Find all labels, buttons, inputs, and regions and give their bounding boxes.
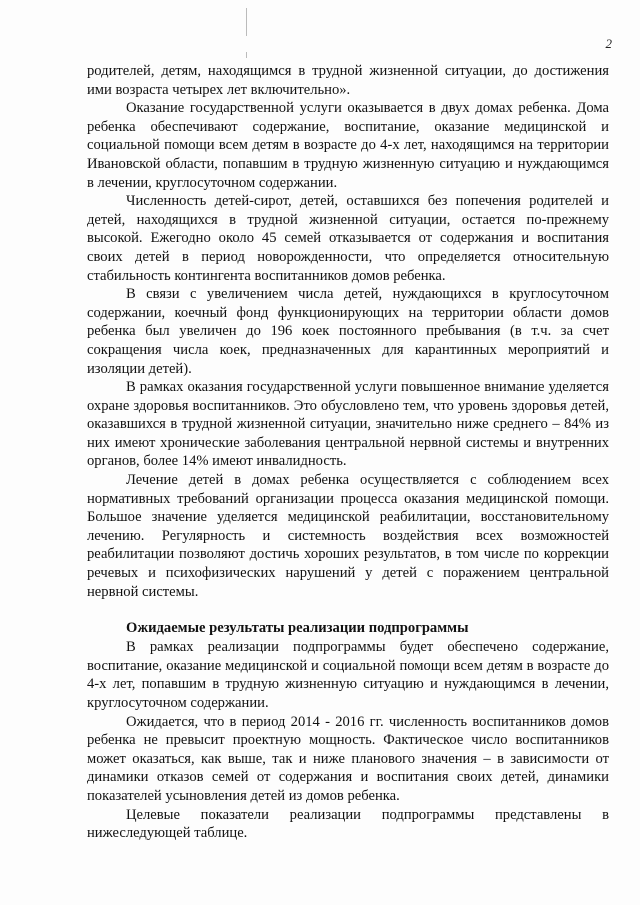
paragraph-subprogram-provision: В рамках реализации подпрограммы будет обеспечено содержание, воспитание, оказание медицинской и социальной помощи всем детям в возрасте до 4-х лет, попавшим в трудную жизненную ситуацию и нуждающимся в лечении, круглосуточном содержании.: [87, 639, 609, 711]
paragraph-continuation: родителей, детям, находящимся в трудной жизненной ситуации, до достижения ими возраста четырех лет включительно».: [87, 63, 609, 98]
paragraph-service-provision: Оказание государственной услуги оказывается в двух домах ребенка. Дома ребенка обеспечивают содержание, воспитание, оказание медицинской и социальной помощи всем детям в возрасте до 4-х лет, находящимся на территории Ивановской области, попавшим в трудную жизненную ситуацию и нуждающимся в лечении, круглосуточном содержании.: [87, 100, 609, 191]
paragraph-treatment: Лечение детей в домах ребенка осуществляется с соблюдением всех нормативных требований организации процесса оказания медицинской помощи. Большое значение уделяется медицинской реабилитации, восстановительному лечению. Регулярность и системность воздействия всех возможностей реабилитации позволяют достичь хороших результатов, в том числе по коррекции речевых и психофизических нарушений у детей с поражением центральной нервной системы.: [87, 472, 609, 600]
paragraph-orphans-count: Численность детей-сирот, детей, оставшихся без попечения родителей и детей, находящихся в трудной жизненной ситуации, остается по-прежнему высокой. Ежегодно около 45 семей отказывается от содержания и воспитания своих детей в период новорожденности, что определяется относительную стабильность контингента воспитанников домов ребенка.: [87, 193, 609, 284]
paragraph-health-care: В рамках оказания государственной услуги повышенное внимание уделяется охране здоровья воспитанников. Это обусловлено тем, что уровень здоровья детей, оказавшихся в трудной жизненной ситуации, значительно ниже среднего – 84% из них имеют хронические заболевания центральной нервной системы и внутренних органов, более 14% имеют инвалидность.: [87, 379, 609, 470]
section-heading-expected-results: Ожидаемые результаты реализации подпрограммы: [126, 620, 469, 637]
scan-artifact: [246, 8, 247, 36]
paragraph-bed-capacity: В связи с увеличением числа детей, нуждающихся в круглосуточном содержании, коечный фонд функционирующих на территории области домов ребенка был увеличен до 196 коек постоянного пребывания (в т.ч. за счет сокращения числа коек, предназначенных для карантинных мероприятий и изоляции детей).: [87, 286, 609, 377]
page-corner-mark: 2: [605, 36, 612, 51]
document-body: [87, 62, 609, 843]
scan-artifact: [246, 52, 247, 58]
paragraph-expected-capacity: Ожидается, что в период 2014 - 2016 гг. численность воспитанников домов ребенка не превысит проектную мощность. Фактическое число воспитанников может оказаться, как выше, так и ниже планового значения – в зависимости от динамики отказов семей от содержания и воспитания своих детей, динамики показателей усыновления детей из домов ребенка.: [87, 713, 609, 804]
paragraph-target-indicators: Целевые показатели реализации подпрограммы представлены в нижеследующей таблице.: [87, 806, 609, 842]
